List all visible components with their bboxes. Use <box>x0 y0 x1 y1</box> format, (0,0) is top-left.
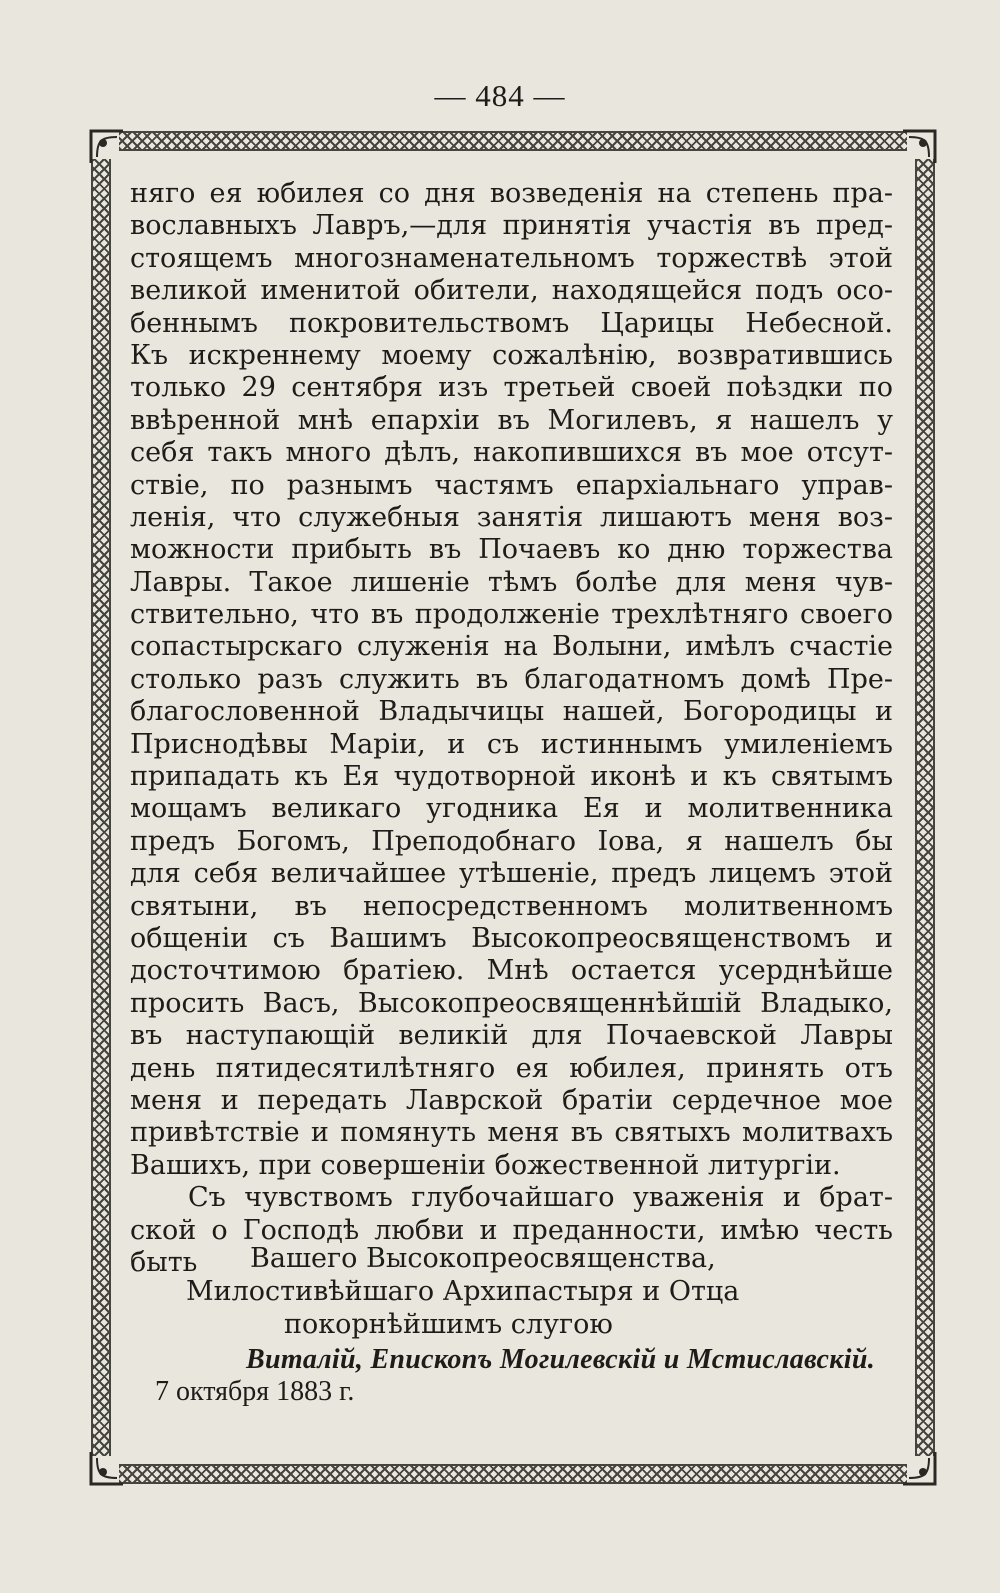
text-line: въ наступающій великій для Почаевской Лавры <box>130 1020 893 1052</box>
text-line: себя такъ много дѣлъ, накопившихся въ мое отсут- <box>130 437 893 469</box>
text-line: привѣтствіе и помянуть меня въ святыхъ молитвахъ <box>130 1117 893 1149</box>
text-line: ствительно, что въ продолженіе трехлѣтняго своего <box>130 599 893 631</box>
page-number: — 484 — <box>434 78 566 113</box>
text-line: день пятидесятилѣтняго ея юбилея, принять отъ <box>130 1052 893 1084</box>
border-bottom <box>119 1464 907 1484</box>
text-line: Приснодѣвы Маріи, и съ истиннымъ умиленіемъ <box>130 728 893 760</box>
text-line: святыни, въ непосредственномъ молитвенномъ <box>130 890 893 922</box>
border-top <box>119 131 907 151</box>
text-line: только 29 сентября изъ третьей своей поѣздки по <box>130 372 893 404</box>
text-line: сопастырскаго служенія на Волыни, имѣлъ счастіе <box>130 631 893 663</box>
text-line: мощамъ великаго угодника Ея и молитвенника <box>130 793 893 825</box>
text-line: просить Васъ, Высокопреосвященнѣйшій Владыко, <box>130 987 893 1019</box>
text-line: ской о Господѣ любви и преданности, имѣю честь <box>130 1214 893 1246</box>
text-line: Къ искреннему моему сожалѣнію, возвратившись <box>130 339 893 371</box>
signature: Виталій, Епископъ Могилевскій и Мстиславскій. <box>246 1344 876 1375</box>
corner-ornament-icon <box>87 127 127 167</box>
border-right <box>915 159 935 1456</box>
letter-date: 7 октября 1883 г. <box>155 1376 355 1407</box>
text-line: благословенной Владычицы нашей, Богородицы и <box>130 696 893 728</box>
text-line: для себя величайшее утѣшеніе, предъ лицемъ этой <box>130 858 893 890</box>
closing-salutation: Вашего Высокопреосвященства, <box>250 1243 716 1274</box>
text-line: няго ея юбилея со дня возведенія на степень пра- <box>130 178 893 209</box>
text-line: можности прибыть въ Почаевъ ко дню торжества <box>130 534 893 566</box>
text-line: столько разъ служить въ благодатномъ домѣ Пре- <box>130 663 893 695</box>
text-line: Съ чувствомъ глубочайшаго уваженія и брат- <box>188 1182 893 1214</box>
closing-salutation: покорнѣйшимъ слугою <box>284 1309 613 1340</box>
corner-ornament-icon <box>899 1448 939 1488</box>
letter-body <box>130 178 893 1279</box>
text-line: ствіе, по разнымъ частямъ епархіальнаго управ- <box>130 469 893 501</box>
text-line: ввѣренной мнѣ епархіи въ Могилевъ, я нашелъ у <box>130 404 893 436</box>
text-line: Лавры. Такое лишеніе тѣмъ болѣе для меня чув- <box>130 566 893 598</box>
text-line: беннымъ покровительствомъ Царицы Небесной. <box>130 307 893 339</box>
text-line: быть <box>130 1246 198 1278</box>
text-line: меня и передать Лаврской братіи сердечное мое <box>130 1084 893 1116</box>
text-line: предъ Богомъ, Преподобнаго Іова, я нашелъ бы <box>130 825 893 857</box>
corner-ornament-icon <box>87 1448 127 1488</box>
text-line: досточтимою братіею. Мнѣ остается усерднѣйше <box>130 955 893 987</box>
closing-salutation: Милостивѣйшаго Архипастыря и Отца <box>186 1276 740 1307</box>
text-line: стоящемъ многознаменательномъ торжествѣ этой <box>130 242 893 274</box>
border-left <box>91 159 111 1456</box>
text-line: великой именитой обители, находящейся подъ осо- <box>130 275 893 307</box>
text-line: ленія, что служебныя занятія лишаютъ меня воз- <box>130 501 893 533</box>
text-line: общеніи съ Вашимъ Высокопреосвященствомъ и <box>130 922 893 954</box>
text-line: вославныхъ Лавръ,—для принятія участія въ пред- <box>130 210 893 242</box>
corner-ornament-icon <box>899 127 939 167</box>
text-line: Вашихъ, при совершеніи божественной литургіи. <box>130 1149 841 1181</box>
text-line: припадать къ Ея чудотворной иконѣ и къ святымъ <box>130 761 893 793</box>
